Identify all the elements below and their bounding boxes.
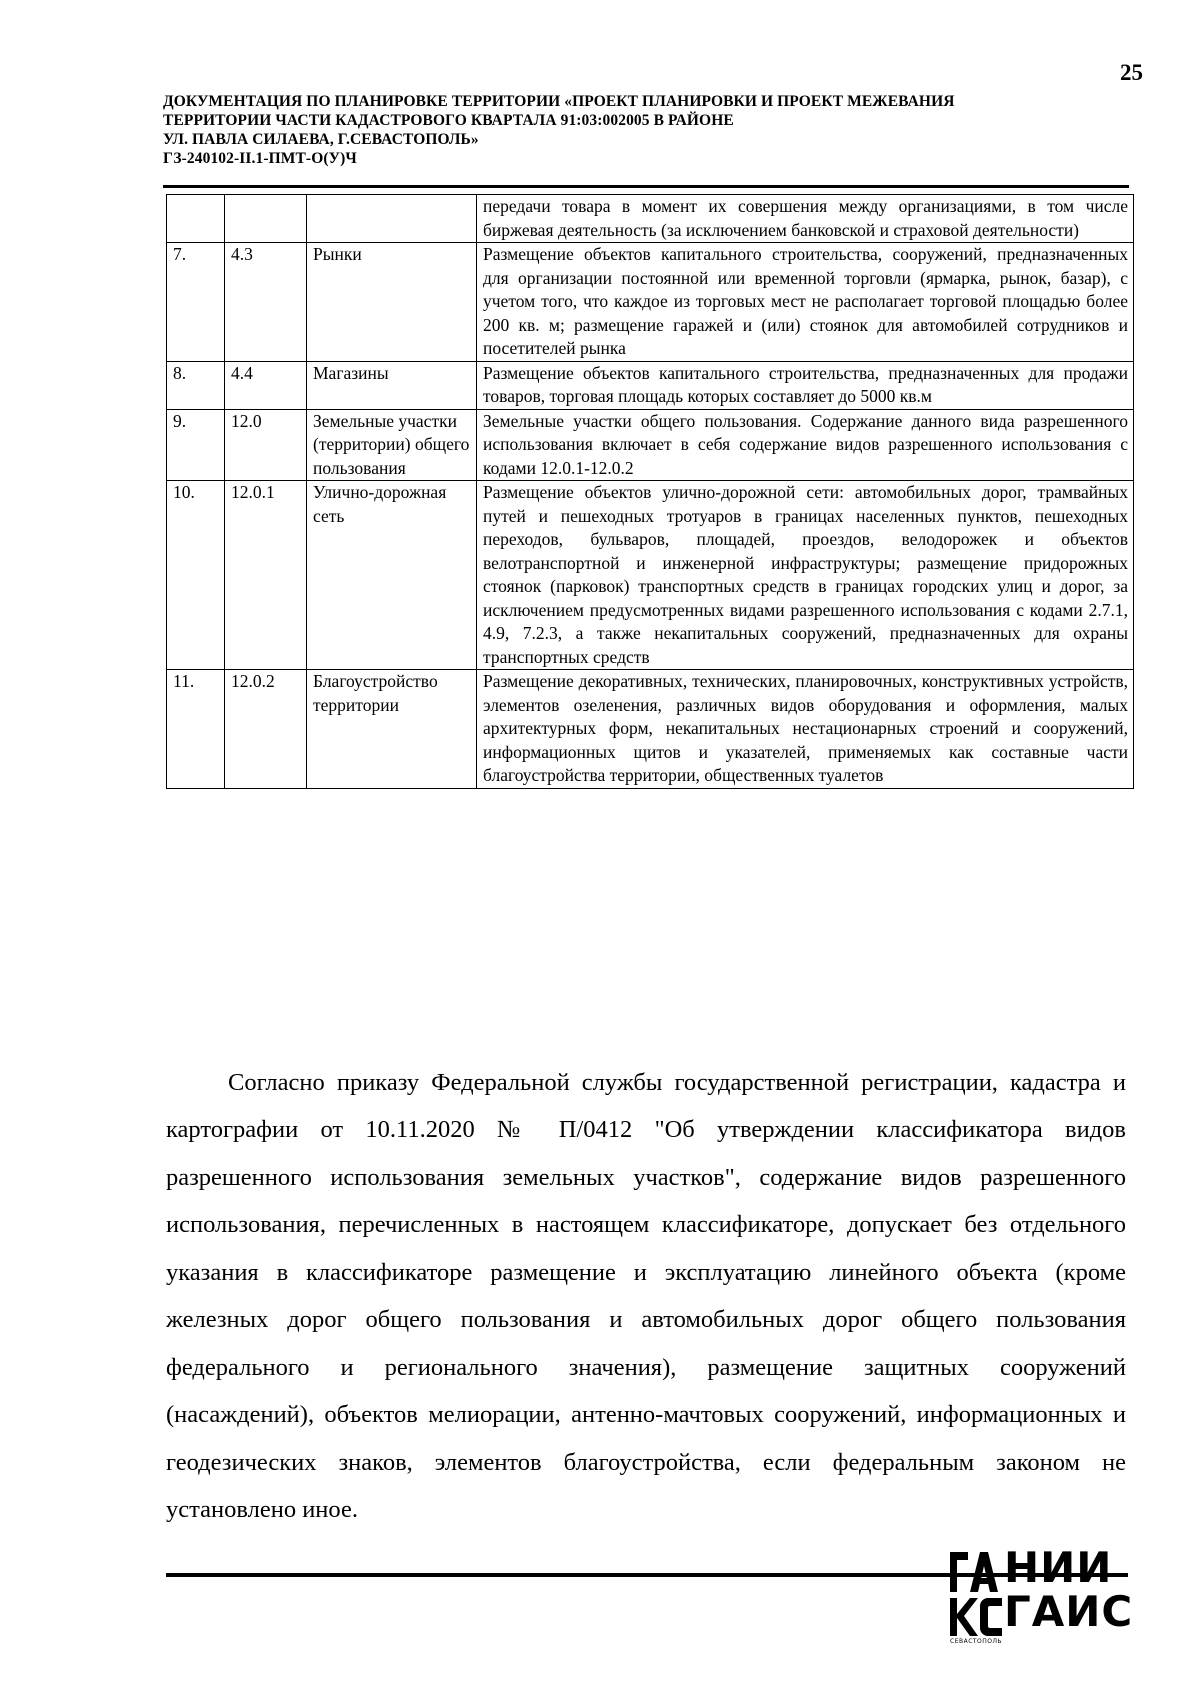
row-code: 12.0.2 (225, 670, 307, 789)
row-number (167, 195, 225, 243)
logo-small-text: СЕВАСТОПОЛЬ (950, 1638, 1003, 1645)
row-description: Земельные участки общего пользования. Содержание данного вида разрешенного использования включает в себя содержание видов разрешенного использования с кодами 12.0.1-12.0.2 (477, 409, 1134, 481)
row-name (307, 195, 477, 243)
header-line-1: ДОКУМЕНТАЦИЯ ПО ПЛАНИРОВКЕ ТЕРРИТОРИИ «ПРОЕКТ ПЛАНИРОВКИ И ПРОЕКТ МЕЖЕВАНИЯ (163, 93, 955, 110)
row-description: Размещение декоративных, технических, планировочных, конструктивных устройств, элементов озеленения, различных видов оборудования и оформления, малых архитектурных форм, некапитальных нестационарных строений и сооружений, информационных щитов и указателей, применяемых как составные части благоустройства территории, общественных туалетов (477, 670, 1134, 789)
logo-text (1004, 1543, 1134, 1636)
table-row (167, 670, 1134, 789)
document-header (163, 92, 1123, 168)
header-line-4: ГЗ-240102-II.1-ПМТ-О(У)Ч (163, 150, 357, 167)
header-line-2: ТЕРРИТОРИИ ЧАСТИ КАДАСТРОВОГО КВАРТАЛА 91:03:002005 В РАЙОНЕ (163, 112, 734, 129)
row-code: 12.0 (225, 409, 307, 481)
logo-line-1: НИИ (1004, 1543, 1113, 1592)
header-line-3: УЛ. ПАВЛА СИЛАЕВА, Г.СЕВАСТОПОЛЬ» (163, 131, 479, 148)
row-code (225, 195, 307, 243)
row-number: 7. (167, 243, 225, 362)
row-name: Рынки (307, 243, 477, 362)
row-number: 9. (167, 409, 225, 481)
row-code: 4.4 (225, 361, 307, 409)
niigais-logo (948, 1543, 1134, 1656)
row-name: Земельные участки (территории) общего пользования (307, 409, 477, 481)
row-description: Размещение объектов улично-дорожной сети: автомобильных дорог, трамвайных путей и пешеходных тротуаров в границах населенных пунктов, пешеходных переходов, бульваров, площадей, проездов, велодорожек и объектов велотранспортной и инженерной инфраструктуры; размещение придорожных стоянок (парковок) транспортных средств в границах городских улиц и дорог, за исключением предусмотренных видами разрешенного использования с кодами 2.7.1, 4.9, 7.2.3, а также некапитальных сооружений, предназначенных для охраны транспортных средств (477, 481, 1134, 670)
row-number: 10. (167, 481, 225, 670)
row-code: 4.3 (225, 243, 307, 362)
land-use-table (166, 194, 1134, 789)
table-row (167, 195, 1134, 243)
table-row (167, 481, 1134, 670)
row-name: Магазины (307, 361, 477, 409)
table-row (167, 361, 1134, 409)
table-row (167, 409, 1134, 481)
logo-mark-icon (948, 1546, 1008, 1646)
table-row (167, 243, 1134, 362)
logo-line-2: ГАИС (1004, 1587, 1134, 1636)
row-name: Улично-дорожная сеть (307, 481, 477, 670)
row-description: передачи товара в момент их совершения между организациями, в том числе биржевая деятельность (за исключением банковской и страховой деятельности) (477, 195, 1134, 243)
page-number: 25 (1120, 60, 1143, 85)
body-paragraph: Согласно приказу Федеральной службы государственной регистрации, кадастра и картографии от 10.11.2020 № П/0412 "Об утверждении классификатора видов разрешенного использования земельных участков", содержание видов разрешенного использования, перечисленных в настоящем классификаторе, допускает без отдельного указания в классификаторе размещение и эксплуатацию линейного объекта (кроме железных дорог общего пользования и автомобильных дорог общего пользования федерального и регионального значения), размещение защитных сооружений (насаждений), объектов мелиорации, антенно-мачтовых сооружений, информационных и геодезических знаков, элементов благоустройства, если федеральным законом не установлено иное. (166, 1068, 1126, 1523)
row-number: 8. (167, 361, 225, 409)
row-description: Размещение объектов капитального строительства, сооружений, предназначенных для организации постоянной или временной торговли (ярмарка, рынок, базар), с учетом того, что каждое из торговых мест не располагает торговой площадью более 200 кв. м; размещение гаражей и (или) стоянок для автомобилей сотрудников и посетителей рынка (477, 243, 1134, 362)
row-code: 12.0.1 (225, 481, 307, 670)
row-description: Размещение объектов капитального строительства, предназначенных для продажи товаров, торговая площадь которых составляет до 5000 кв.м (477, 361, 1134, 409)
header-divider (163, 185, 1129, 188)
row-name: Благоустройство территории (307, 670, 477, 789)
row-number: 11. (167, 670, 225, 789)
